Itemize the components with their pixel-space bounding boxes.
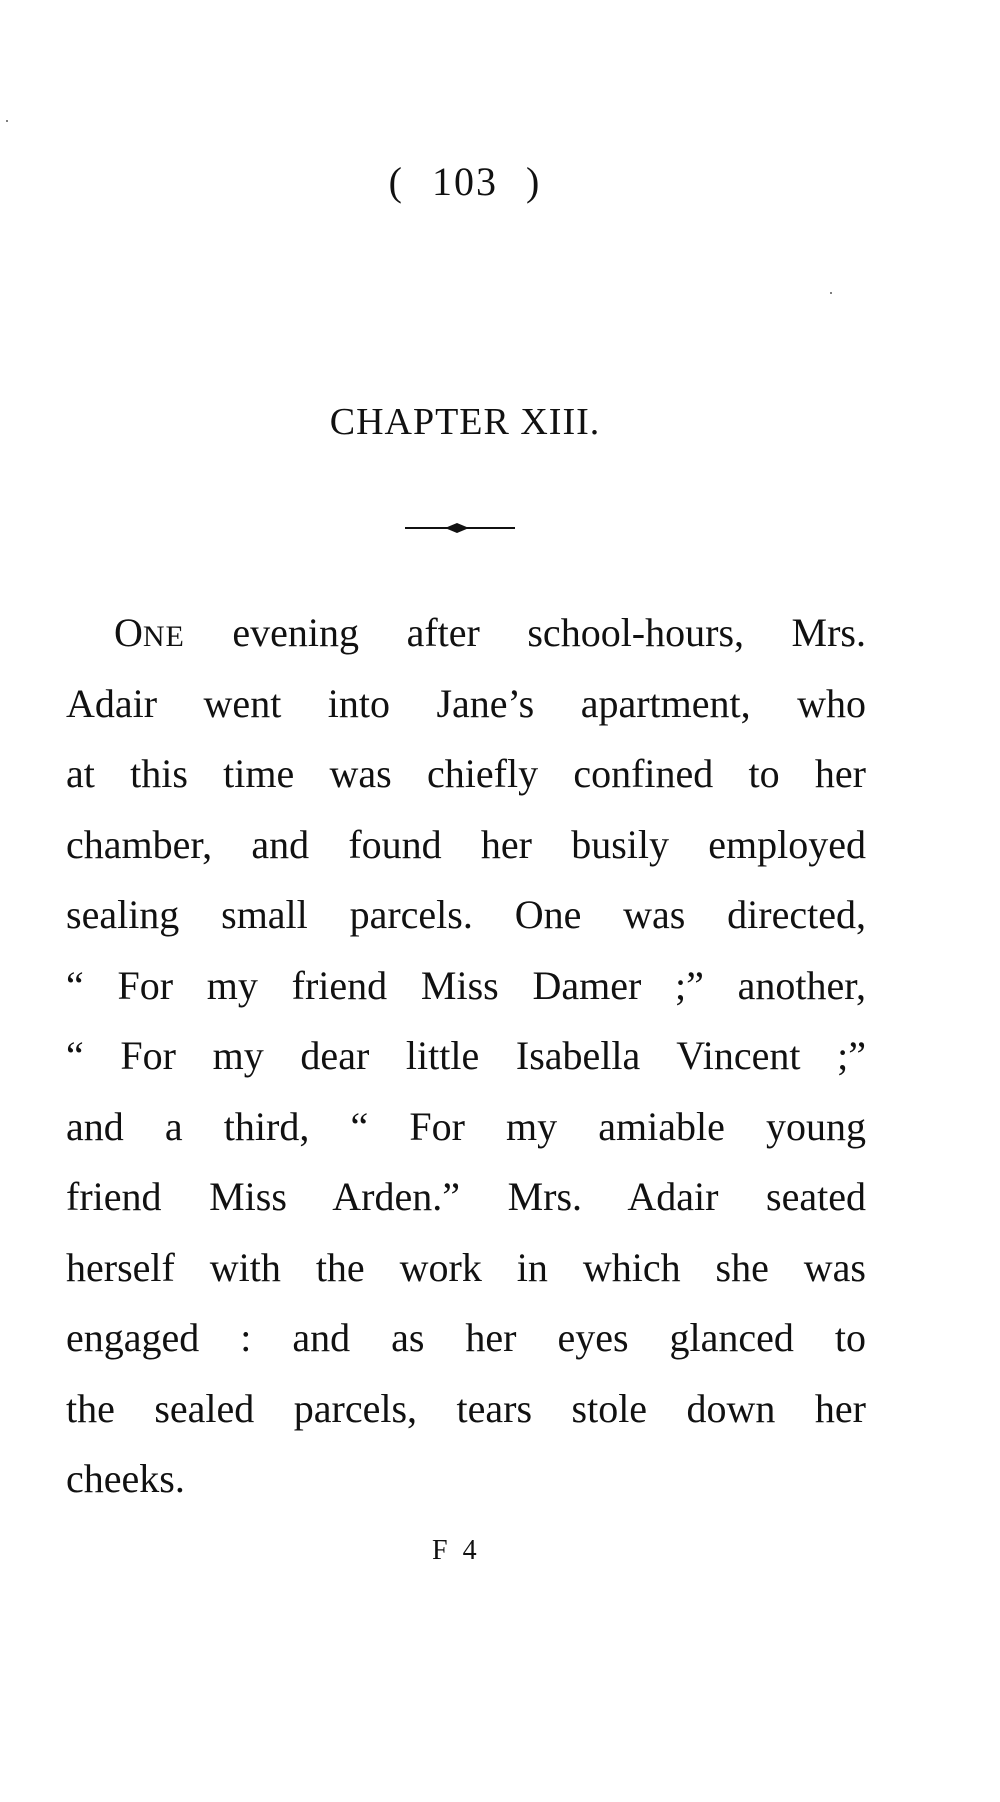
body-line-text: evening after school-hours, Mrs. [184,610,866,655]
dropcap-first-letter: O [114,610,143,655]
chapter-heading: CHAPTER XIII. [329,401,601,443]
page-number-value: 103 [432,159,498,204]
body-line: friend Miss Arden.” Mrs. Adair seated [66,1174,866,1219]
body-line: “ For my friend Miss Damer ;” another, [66,962,866,1008]
dropcap-smallcaps: NE [142,620,185,653]
body-line: herself with the work in which she was [66,1244,866,1290]
body-line: the sealed parcels, tears stole down her [66,1385,866,1431]
speck-mark [6,120,8,122]
page-number-close-paren: ) [526,159,542,204]
page-number-open-paren: ( [388,159,404,204]
page-number [0,158,930,205]
speck-mark [830,292,832,294]
body-text [66,598,866,1515]
body-line: Adair went into Jane’s apartment, who [66,680,866,726]
body-line: at this time was chiefly confined to her [66,751,866,796]
ornament-divider-icon [405,518,515,538]
body-line: cheeks. [66,1456,185,1501]
body-line: chamber, and found her busily employed [66,821,866,867]
body-line: and a third, “ For my amiable young [66,1103,866,1149]
body-line: “ For my dear little Isabella Vincent ;” [66,1033,866,1078]
signature-mark: F 4 [432,1535,481,1566]
body-line: engaged : and as her eyes glanced to [66,1315,866,1360]
body-line: sealing small parcels. One was directed, [66,892,866,937]
body-line [66,598,866,669]
